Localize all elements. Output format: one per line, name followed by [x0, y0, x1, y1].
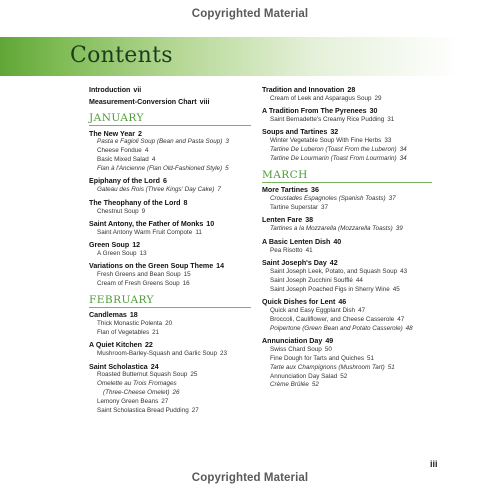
entry-page-number: 16 — [182, 280, 190, 288]
toc-recipe-entry — [262, 364, 432, 373]
entry-title: Pea Risotto — [270, 246, 303, 254]
entry-title: Pasta e Fagioli Soup (Bean and Pasta Soup) — [97, 138, 223, 146]
entry-page-number: 45 — [392, 285, 400, 293]
entry-page-number: 46 — [338, 297, 347, 306]
entry-title: The Theophany of the Lord — [89, 198, 181, 207]
entry-title: Tartine De Lourmarin (Toast From Lourmarin) — [270, 155, 397, 163]
entry-page-number: 41 — [305, 246, 313, 254]
toc-recipe-entry — [262, 277, 432, 286]
entry-page-number: 15 — [183, 271, 191, 279]
entry-title: Quick Dishes for Lent — [262, 297, 336, 306]
entry-title: Saint Antony, the Father of Monks — [89, 219, 204, 228]
toc-section-entry — [89, 241, 251, 250]
toc-recipe-entry — [89, 407, 251, 416]
month-heading: FEBRUARY — [89, 296, 251, 308]
entry-title: Cream of Fresh Greens Soup — [97, 280, 180, 288]
entry-page-number: 24 — [150, 362, 159, 371]
entry-title: Thick Monastic Polenta — [97, 320, 163, 328]
toc-right-column — [262, 86, 432, 390]
entry-title: A Tradition From The Pyrenees — [262, 107, 367, 116]
entry-title: Cream of Leek and Asparagus Soup — [270, 94, 372, 102]
entry-title: More Tartines — [262, 186, 308, 195]
entry-title: (Three-Cheese Omelet) — [103, 389, 170, 397]
entry-page-number: 10 — [206, 219, 215, 228]
entry-page-number: 47 — [358, 306, 366, 314]
toc-recipe-entry — [89, 350, 251, 359]
entry-page-number: 37 — [388, 195, 396, 203]
entry-title: Quick and Easy Eggplant Dish — [270, 306, 356, 314]
entry-title: A Basic Lenten Dish — [262, 237, 331, 246]
entry-page-number: 7 — [217, 186, 221, 194]
toc-section-entry — [89, 220, 251, 229]
entry-title: Croustades Espagnoles (Spanish Toasts) — [270, 195, 386, 203]
toc-recipe-entry — [262, 225, 432, 234]
toc-recipe-entry — [262, 204, 432, 213]
entry-page-number: 9 — [141, 207, 146, 215]
entry-page-number: 4 — [144, 147, 149, 155]
toc-recipe-entry — [262, 381, 432, 390]
entry-title: Fresh Greens and Bean Soup — [97, 271, 181, 279]
entry-page-number: 5 — [225, 165, 229, 173]
toc-recipe-entry — [89, 398, 251, 407]
toc-recipe-entry — [262, 373, 432, 382]
entry-title: A Quiet Kitchen — [89, 341, 142, 350]
entry-page-number: 33 — [384, 137, 392, 145]
page-number: iii — [430, 459, 438, 469]
entry-title: Lemony Green Beans — [97, 398, 159, 406]
entry-title: Poipertone (Green Bean and Potato Casserole) — [270, 324, 403, 332]
toc-recipe-entry — [89, 156, 251, 165]
entry-title: Flan of Vegetables — [97, 329, 150, 337]
toc-recipe-entry — [262, 146, 432, 155]
entry-title: Measurement-Conversion Chart — [89, 98, 197, 107]
toc-section-entry — [89, 199, 251, 208]
toc-left-column — [89, 86, 251, 416]
entry-title: Candlemas — [89, 311, 127, 320]
toc-recipe-entry — [89, 165, 251, 174]
entry-title: Swiss Chard Soup — [270, 345, 322, 353]
entry-title: Broccoli, Cauliflower, and Cheese Casserole — [270, 315, 395, 323]
entry-title: Fine Dough for Tarts and Quiches — [270, 354, 365, 362]
copyright-footer: Copyrighted Material — [191, 472, 309, 484]
entry-page-number: 52 — [340, 372, 348, 380]
toc-section-entry — [89, 130, 251, 139]
entry-page-number: 11 — [195, 228, 202, 236]
toc-section-entry — [262, 259, 432, 268]
entry-title: Saint Joseph's Day — [262, 258, 327, 267]
entry-page-number: vii — [133, 86, 142, 94]
toc-section-entry — [262, 186, 432, 195]
entry-page-number: 6 — [162, 177, 167, 186]
toc-recipe-entry — [89, 320, 251, 329]
entry-page-number: 8 — [183, 198, 188, 207]
entry-title: Saint Scholastica — [89, 362, 148, 371]
entry-title: Winter Vegetable Soup With Fine Herbs — [270, 137, 382, 145]
entry-title: Variations on the Green Soup Theme — [89, 262, 214, 271]
copyright-header: Copyrighted Material — [191, 8, 309, 20]
entry-title: Chestnut Soup — [97, 207, 139, 215]
entry-page-number: 26 — [172, 389, 180, 397]
entry-title: Tartines a la Mozzarella (Mozzarella Toasts) — [270, 225, 393, 233]
entry-page-number: 43 — [400, 267, 408, 275]
toc-recipe-entry — [262, 346, 432, 355]
entry-title: Saint Bernadette's Creamy Rice Pudding — [270, 116, 385, 124]
entry-page-number: 2 — [138, 129, 142, 138]
entry-page-number: 12 — [132, 241, 141, 250]
entry-page-number: 4 — [151, 156, 156, 164]
toc-recipe-entry — [89, 371, 251, 380]
entry-title: Soups and Tartines — [262, 128, 328, 137]
entry-title: Saint Joseph Leek, Potato, and Squash Soup — [270, 267, 398, 275]
entry-page-number: 13 — [139, 249, 147, 257]
entry-title: Tradition and Innovation — [262, 86, 345, 94]
entry-title: Flan à l'Ancienne (Flan Old-Fashioned Style) — [97, 165, 223, 173]
toc-recipe-entry — [89, 208, 251, 217]
entry-title: Mushroom-Barley-Squash and Garlic Soup — [97, 350, 218, 358]
toc-recipe-entry — [262, 316, 432, 325]
entry-page-number: 42 — [329, 258, 338, 267]
entry-title: Saint Scholastica Bread Pudding — [97, 407, 189, 415]
toc-recipe-entry — [262, 307, 432, 316]
entry-page-number: 39 — [395, 225, 403, 233]
toc-recipe-entry — [89, 250, 251, 259]
toc-recipe-entry — [262, 325, 432, 334]
entry-page-number: 27 — [161, 398, 169, 406]
toc-recipe-entry — [262, 137, 432, 146]
entry-page-number: 18 — [129, 311, 138, 320]
entry-page-number: 38 — [305, 216, 314, 225]
toc-recipe-entry — [89, 147, 251, 156]
toc-section-entry — [89, 177, 251, 186]
toc-recipe-entry — [262, 355, 432, 364]
toc-section-entry — [89, 363, 251, 372]
toc-recipe-entry — [89, 389, 251, 398]
toc-section-entry — [89, 86, 251, 95]
toc-recipe-entry — [262, 95, 432, 104]
entry-title: Crème Brûlée — [270, 381, 309, 389]
toc-section-entry — [262, 238, 432, 247]
toc-section-entry — [89, 341, 251, 350]
entry-title: Saint Joseph Poached Figs in Sherry Wine — [270, 285, 390, 293]
entry-page-number: 32 — [330, 128, 339, 137]
entry-page-number: 50 — [324, 345, 332, 353]
toc-recipe-entry — [262, 195, 432, 204]
entry-page-number: 28 — [347, 86, 356, 94]
entry-title: Lenten Fare — [262, 216, 303, 225]
entry-page-number: 34 — [399, 146, 407, 154]
entry-title: Saint Joseph Zucchini Soufflé — [270, 276, 353, 284]
entry-page-number: 22 — [144, 341, 153, 350]
entry-page-number: 14 — [216, 262, 225, 271]
entry-page-number: 27 — [191, 407, 199, 415]
toc-recipe-entry — [262, 116, 432, 125]
entry-title: Annunciation Day — [262, 336, 323, 345]
entry-title: Annunciation Day Salad — [270, 372, 338, 380]
entry-title: Green Soup — [89, 241, 130, 250]
entry-page-number: 29 — [374, 94, 382, 102]
entry-page-number: 49 — [325, 336, 334, 345]
entry-title: Introduction — [89, 86, 131, 94]
entry-title: Tarte aux Champignons (Mushroom Tart) — [270, 363, 385, 371]
entry-title: Roasted Butternut Squash Soup — [97, 371, 188, 379]
entry-page-number: 21 — [152, 329, 160, 337]
toc-section-entry — [89, 311, 251, 320]
toc-recipe-entry — [262, 247, 432, 256]
toc-section-entry — [262, 216, 432, 225]
entry-page-number: 51 — [367, 354, 375, 362]
entry-title: Gateau des Rois (Three Kings' Day Cake) — [97, 186, 215, 194]
entry-title: Saint Antony Warm Fruit Compote — [97, 228, 193, 236]
toc-section-entry — [262, 337, 432, 346]
entry-title: Tartine Superstar — [270, 204, 318, 212]
entry-page-number: 20 — [165, 320, 173, 328]
entry-page-number: 30 — [369, 107, 378, 116]
entry-title: Tartine De Luberon (Toast From the Luberon) — [270, 146, 397, 154]
entry-title: The New Year — [89, 129, 136, 138]
entry-page-number: 31 — [387, 116, 395, 124]
entry-title: Basic Mixed Salad — [97, 156, 149, 164]
toc-recipe-entry — [89, 380, 251, 389]
entry-page-number: 3 — [225, 138, 229, 146]
entry-page-number: 40 — [333, 237, 342, 246]
toc-recipe-entry — [89, 271, 251, 280]
entry-page-number: 51 — [387, 363, 395, 371]
entry-page-number: 48 — [405, 324, 413, 332]
toc-recipe-entry — [262, 286, 432, 295]
entry-title: Epiphany of the Lord — [89, 177, 160, 186]
entry-page-number: 36 — [311, 186, 319, 195]
entry-page-number: 34 — [399, 155, 407, 163]
toc-recipe-entry — [89, 186, 251, 195]
toc-section-entry — [89, 262, 251, 271]
toc-recipe-entry — [262, 155, 432, 164]
toc-section-entry — [262, 298, 432, 307]
entry-page-number: 47 — [397, 315, 405, 323]
entry-page-number: 44 — [355, 276, 363, 284]
month-heading: JANUARY — [89, 114, 251, 126]
entry-page-number: 23 — [220, 350, 228, 358]
entry-title: A Green Soup — [97, 249, 137, 257]
toc-recipe-entry — [89, 138, 251, 147]
entry-page-number: 37 — [320, 204, 328, 212]
page-title: Contents — [70, 43, 173, 68]
contents-banner — [0, 37, 458, 76]
toc-recipe-entry — [89, 280, 251, 289]
entry-page-number: 52 — [311, 381, 319, 389]
toc-recipe-entry — [89, 329, 251, 338]
entry-page-number: viii — [199, 98, 210, 107]
entry-title: Cheese Fondue — [97, 147, 142, 155]
toc-section-entry — [262, 107, 432, 116]
toc-section-entry — [262, 128, 432, 137]
toc-section-entry — [262, 86, 432, 95]
toc-recipe-entry — [262, 268, 432, 277]
month-heading: MARCH — [262, 171, 432, 183]
toc-section-entry — [89, 98, 251, 107]
entry-page-number: 25 — [190, 371, 198, 379]
entry-title: Omelette au Trois Fromages — [97, 380, 177, 388]
toc-recipe-entry — [89, 229, 251, 238]
